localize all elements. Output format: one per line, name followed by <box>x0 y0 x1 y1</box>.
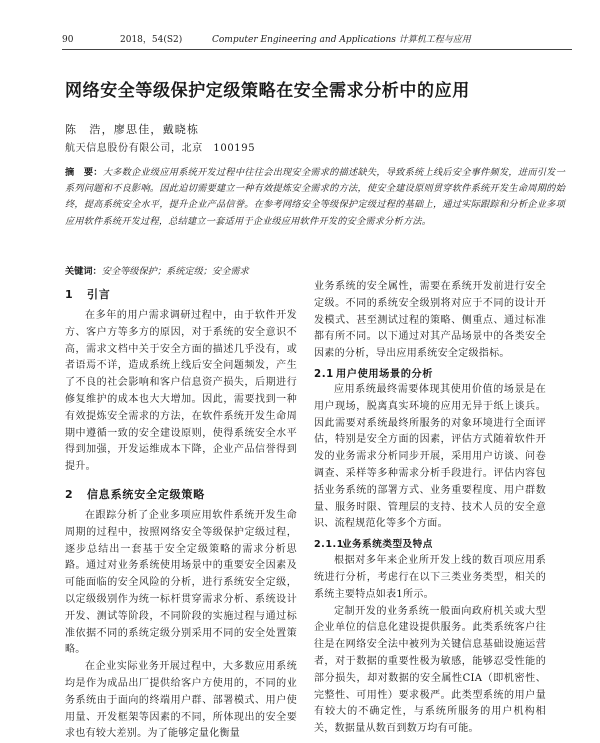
paragraph: 在多年的用户需求调研过程中，由于软件开发方、客户方等多方的原因，对于系统的安全意识不高，需求文档中关于安全方面的描述几乎没有，或者语焉不详，造成系统上线后安全问题频发，产生了不良的社会影响和客户信息资产损失，后期进行修复维护的成本也大大增加。因此，需要找到一种有效提炼安全需求的方法，在软件系统开发生命周期中遵循一致的安全建设原则，使得系统安全水平得到加强，开发运维成本下降，企业产品信誉得到提升。 <box>65 310 297 473</box>
keywords <box>65 263 565 277</box>
left-column <box>65 279 297 743</box>
section-heading-1 <box>65 286 297 302</box>
section-title: 信息系统安全定级策略 <box>87 487 205 501</box>
abstract-label: 摘 要： <box>65 167 103 178</box>
abstract-text: 大多数企业级应用系统开发过程中往往会出现安全需求的描述缺失，导致系统上线后安全事件频发，进而引发一系列问题和不良影响。因此迫切需要建立一种有效提炼安全需求的方法，使安全建设原则贯穿软件系统开发生命周期的始终，提高系统安全水平，提升企业产品信誉。在参考网络安全等级保护定级过程的基础上，通过实际跟踪和分析企业多项应用软件系统开发过程，总结建立一套适用于企业级应用软件开发的安全需求分析方法。 <box>65 167 565 227</box>
paragraph: 应用系统最终需要体现其使用价值的场景是在用户现场，脱离真实环境的应用无异于纸上谈兵。因此需要对系统最终所服务的对象环境进行全面评估，特别是安全方面的因素，评估方式随着软件开发的业务需求分析同步开展，采用用户访谈、问卷调查、采样等多种需求分析手段进行。评估内容包括业务系统的部署方式、业务重要程度、用户群数量、服务时限、管理层的支持、技术人员的安全意识、流程规范化等多个方面。 <box>314 383 546 530</box>
subsubsection-title: 业务系统类型及特点 <box>342 539 433 551</box>
subsubsection-heading-2-1-1 <box>314 536 546 550</box>
subsubsection-number: 2.1.1 <box>314 539 344 551</box>
subsection-number: 2.1 <box>314 368 334 380</box>
paragraph: 在跟踪分析了企业多项应用软件系统开发生命周期的过程中，按照网络安全等级保护定级过程，逐步总结出一套基于安全定级策略的需求分析思路。通过对业务系统使用场景中的重要安全因素及可能面临的安全风险的分析，进行系统安全定级，以定级级别作为统一标杆贯穿需求分析、系统设计开发、测试等阶段，不同阶段的实施过程与通过标准依据不同的系统定级分别采用不同的安全处置策略。 <box>65 509 297 656</box>
subsection-heading-2-1 <box>314 365 546 380</box>
paragraph: 业务系统的安全属性，需要在系统开发前进行安全定级。不同的系统安全级别将对应于不同的设计开发模式、甚至测试过程的策略、侧重点、通过标准都有所不同。以下通过对其产品场景中的各类安全因素的分析，导出应用系统安全定级指标。 <box>314 281 546 360</box>
section-title: 引言 <box>87 288 111 301</box>
running-header <box>62 31 572 50</box>
paper-authors: 陈 浩，廖思佳，戴晓栋 <box>65 123 200 136</box>
subsection-title: 用户使用场景的分析 <box>336 368 434 380</box>
journal-name: Computer Engineering and Applications 计算机工程与应用 <box>212 35 471 45</box>
paragraph: 在企业实际业务开展过程中，大多数应用系统均是作为成品出厂提供给客户方使用的，不同的业务系统由于面向的终端用户群、部署模式、用户使用量、开发框架等因素的不同，所体现出的安全要求也有较大差别。为了能够定量化衡量 <box>65 661 297 740</box>
right-column <box>314 279 546 738</box>
paper-affiliation: 航天信息股份有限公司，北京 100195 <box>65 143 256 154</box>
keywords-label: 关键词： <box>65 266 102 277</box>
year-volume: 2018，54(S2) <box>120 35 183 45</box>
keywords-text: 安全等级保护；系统定级；安全需求 <box>101 266 249 277</box>
section-number: 2 <box>65 487 74 501</box>
abstract <box>65 165 565 230</box>
page-number: 90 <box>62 35 74 45</box>
paragraph: 定制开发的业务系统一般面向政府机关或大型企业单位的信息化建设提供服务。此类系统客户往往是在网络安全法中被列为关键信息基础设施运营者，对于数据的重要性极为敏感，能够忍受性能的部分损失，却对数据的安全属性CIA（即机密性、完整性、可用性）要求极严。此类型系统的用户量有较大的不确定性，与系统所服务的用户机构相关，数据量从数百到数万均有可能。 <box>314 605 546 735</box>
section-number: 1 <box>65 288 74 301</box>
paper-title: 网络安全等级保护定级策略在安全需求分析中的应用 <box>65 81 470 101</box>
paragraph: 根据对多年来企业所开发上线的数百项应用系统进行分析，考虑行在以下三类业务类型，相关的系统主要特点如表1所示。 <box>314 555 546 600</box>
section-heading-2 <box>65 486 297 502</box>
